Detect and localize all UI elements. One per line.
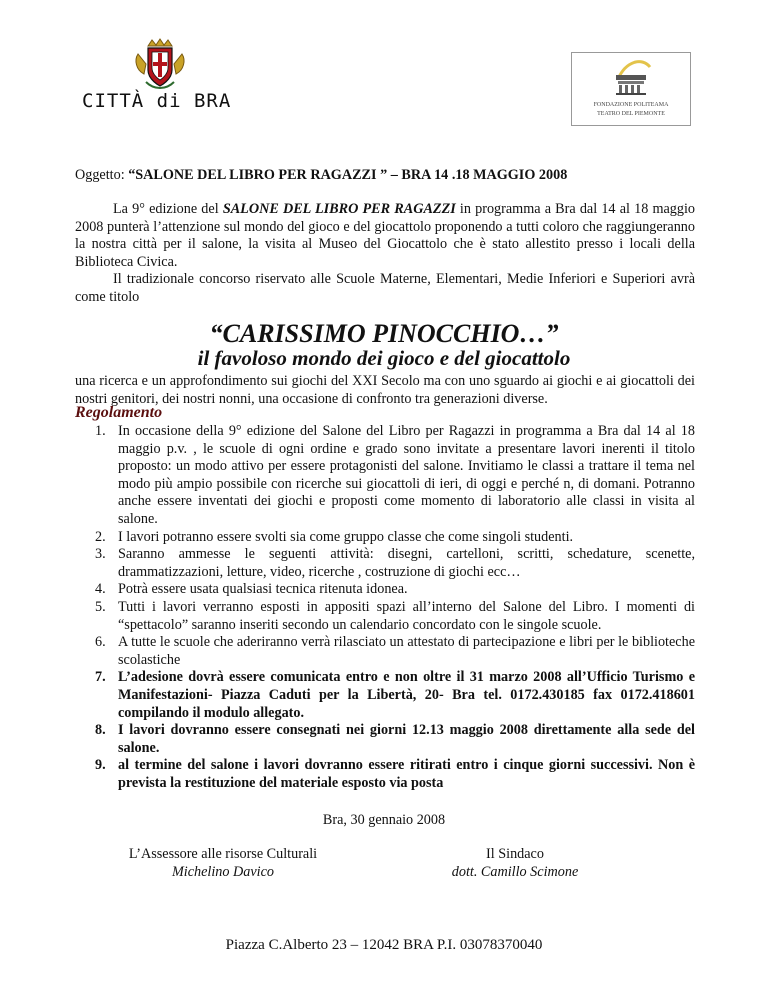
signature-sindaco: [420, 846, 610, 881]
logo-line-1: FONDAZIONE POLITEAMA: [593, 102, 669, 108]
subject-text: “SALONE DEL LIBRO PER RAGAZZI ” – BRA 14 .18 MAGGIO 2008: [128, 167, 568, 183]
rule-text: Potrà essere usata qualsiasi tecnica ritenuta idonea.: [118, 581, 408, 598]
regolamento-heading: Regolamento: [75, 404, 163, 421]
rule-number: 2.: [95, 528, 106, 545]
rule-number: 4.: [95, 581, 106, 598]
intro-text-c: in programma a Bra dal 14 al 18 maggio 2008 punterà l’attenzione sul mondo del gioco e del giocattolo proponendo a tutti coloro che raggiungeranno la nostra città per il salone, la visita al Museo del Giocattolo che è stato allestito presso i locali della Biblioteca Civica.: [75, 201, 696, 270]
rule-number: 8.: [95, 722, 106, 739]
rule-item: [75, 599, 695, 634]
rule-text: L’adesione dovrà essere comunicata entro e non oltre il 31 marzo 2008 all’Ufficio Turismo e Manifestazioni- Piazza Caduti per la Libertà, 20- Bra tel. 0172.430185 fax 0172.418601 compilando il modulo allegato.: [118, 669, 695, 721]
contest-subtitle: il favoloso mondo dei gioco e del giocattolo: [197, 346, 571, 370]
rule-item: [75, 757, 695, 792]
rule-number: 3.: [95, 546, 106, 563]
rule-text: Tutti i lavori verranno esposti in appositi spazi all’interno del Salone del Libro. I momenti di “spettacolo” saranno inseriti secondo un calendario concordato con le singole scuole.: [118, 598, 695, 633]
assessore-name: Michelino Davico: [171, 863, 275, 880]
rule-item: [75, 423, 695, 529]
rule-item: [75, 722, 695, 757]
document-date: Bra, 30 gennaio 2008: [322, 812, 446, 828]
rule-text: I lavori potranno essere svolti sia come gruppo classe che come singoli studenti.: [118, 528, 574, 545]
rule-number: 7.: [95, 669, 106, 686]
rule-item: [75, 669, 695, 722]
assessore-role: L’Assessore alle risorse Culturali: [128, 846, 318, 862]
rule-number: 9.: [95, 757, 106, 774]
rule-text: Saranno ammesse le seguenti attività: disegni, cartelloni, scritti, schedature, scenette, drammatizzazioni, letture, video, ricerche , costruzione di giochi ecc…: [118, 546, 695, 580]
contest-description: una ricerca e un approfondimento sui giochi del XXI Secolo ma con uno sguardo ai giochi e ai giocattoli dei nostri genitori, dei nostri nonni, una occasione di confronto tra generazioni diverse.: [75, 373, 695, 407]
rule-text: I lavori dovranno essere consegnati nei giorni 12.13 maggio 2008 direttamente alla sede del salone.: [118, 722, 695, 756]
logo-line-2: TEATRO DEL PIEMONTE: [597, 111, 665, 117]
rule-number: 5.: [95, 598, 106, 615]
signature-assessore: [118, 846, 328, 881]
rule-number: 1.: [95, 423, 106, 439]
intro: [75, 201, 695, 307]
rule-text: A tutte le scuole che aderiranno verrà rilasciato un attestato di partecipazione e libri per le biblioteche scolastiche: [118, 634, 695, 668]
sindaco-role: Il Sindaco: [486, 846, 544, 862]
rule-item: [75, 546, 695, 581]
rules-list: [75, 423, 695, 792]
intro-paragraph-2: Il tradizionale concorso riservato alle Scuole Materne, Elementari, Medie Inferiori e Superiori avrà come titolo: [75, 271, 695, 305]
city-crest-icon: [134, 38, 186, 94]
politeama-logo: [571, 52, 691, 126]
intro-salone-name: SALONE DEL LIBRO PER RAGAZZI: [222, 201, 456, 217]
intro-paragraph-1: [75, 201, 695, 271]
rule-item: [75, 634, 695, 669]
rule-item: [75, 581, 695, 599]
rule-item: [75, 529, 695, 547]
intro-text-a: La 9° edizione del: [113, 201, 223, 217]
rule-number: 6.: [95, 634, 106, 651]
sindaco-name: dott. Camillo Scimone: [451, 863, 579, 880]
subject-label: Oggetto:: [75, 167, 125, 183]
theatre-building-icon: [572, 53, 690, 97]
subject-line: [75, 167, 567, 185]
contest-title: “CARISSIMO PINOCCHIO…”: [209, 319, 559, 348]
city-name: CITTÀ di BRA: [82, 90, 232, 112]
rule-text: al termine del salone i lavori dovranno essere ritirati entro i cinque giorni successivi. Non è prevista la restituzione del materiale esposto via posta: [118, 757, 695, 791]
rule-text: In occasione della 9° edizione del Salone del Libro per Ragazzi in programma a Bra dal 14 al 18 maggio p.v. , le scuole di ogni ordine e grado sono invitate a presentare lavori inerenti il titolo proposto: un modo attivo per essere protagonisti del salone. Invitiamo le classi a trattare il tema nel modo più ampio possibile con ricerche sui giocattoli di ieri, di oggi e perché n, di domani. Potranno anche essere inventati dei giochi e proposti come momento di laboratorio alle classi in visita al salone.: [118, 423, 695, 527]
footer-address: Piazza C.Alberto 23 – 12042 BRA P.I. 03078370040: [225, 937, 543, 953]
